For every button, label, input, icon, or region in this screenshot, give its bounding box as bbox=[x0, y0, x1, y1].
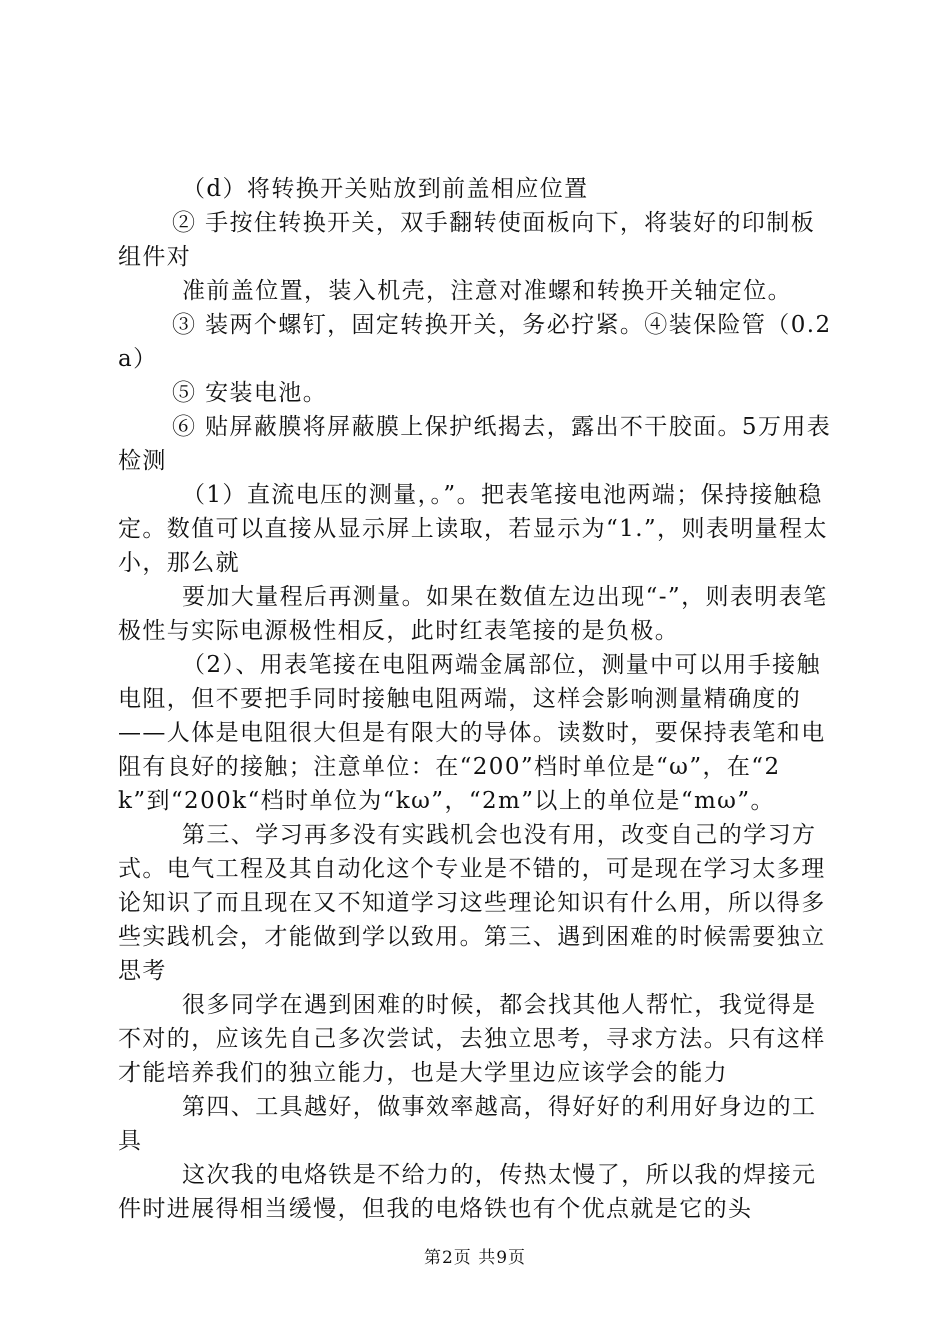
page-number-footer: 第2页 共9页 bbox=[423, 1248, 527, 1268]
paragraph-dc-voltage: （1）直流电压的测量，。”。把表笔接电池两端；保持接触稳定。数值可以直接从显示屏上读取，若显示为“1.”，则表明量程太小，那么就 bbox=[118, 482, 828, 576]
paragraph-soldering-iron: 这次我的电烙铁是不给力的，传热太慢了，所以我的焊接元件时进展得相当缓慢，但我的电烙铁也有个优点就是它的头 bbox=[118, 1162, 817, 1222]
paragraph-resistance: （2）、用表笔接在电阻两端金属部位，测量中可以用手接触电阻，但不要把手同时接触电阻两端，这样会影响测量精确度的——人体是电阻很大但是有限大的导体。读数时，要保持表笔和电阻有良好的接触；注意单位：在“200”档时单位是“ω”，在“2k”到“200k“档时单位为“kω”，“2m”以上的单位是“mω”。 bbox=[118, 652, 826, 814]
paragraph-range-polarity: 要加大量程后再测量。如果在数值左边出现“-”，则表明表笔极性与实际电源极性相反，此时红表笔接的是负极。 bbox=[118, 584, 828, 644]
paragraph-step-2: ② 手按住转换开关，双手翻转使面板向下，将装好的印制板组件对 bbox=[118, 210, 816, 270]
paragraph-practice: 第三、学习再多没有实践机会也没有用，改变自己的学习方式。电气工程及其自动化这个专业是不错的，可是现在学习太多理论知识了而且现在又不知道学习这些理论知识有什么用，所以得多些实践机会，才能做到学以致用。第三、遇到困难的时候需要独立思考 bbox=[118, 822, 826, 984]
paragraph-step-5: ⑤ 安装电池。 bbox=[172, 380, 328, 406]
paragraph-step-3-4: ③ 装两个螺钉，固定转换开关，务必拧紧。④装保险管（0.2a） bbox=[118, 312, 832, 372]
paragraph-independent-thinking: 很多同学在遇到困难的时候，都会找其他人帮忙，我觉得是不对的，应该先自己多次尝试，去独立思考，寻求方法。只有这样才能培养我们的独立能力，也是大学里边应该学会的能力 bbox=[118, 992, 826, 1086]
body-text bbox=[118, 172, 838, 1226]
paragraph-align-cover: 准前盖位置，装入机壳，注意对准螺和转换开关轴定位。 bbox=[182, 278, 792, 304]
paragraph-step-6: ⑥ 贴屏蔽膜将屏蔽膜上保护纸揭去，露出不干胶面。5万用表检测 bbox=[118, 414, 832, 474]
paragraph-tools: 第四、工具越好，做事效率越高，得好好的利用好身边的工具 bbox=[118, 1094, 817, 1154]
paragraph-step-d: （d）将转换开关贴放到前盖相应位置 bbox=[182, 176, 589, 202]
